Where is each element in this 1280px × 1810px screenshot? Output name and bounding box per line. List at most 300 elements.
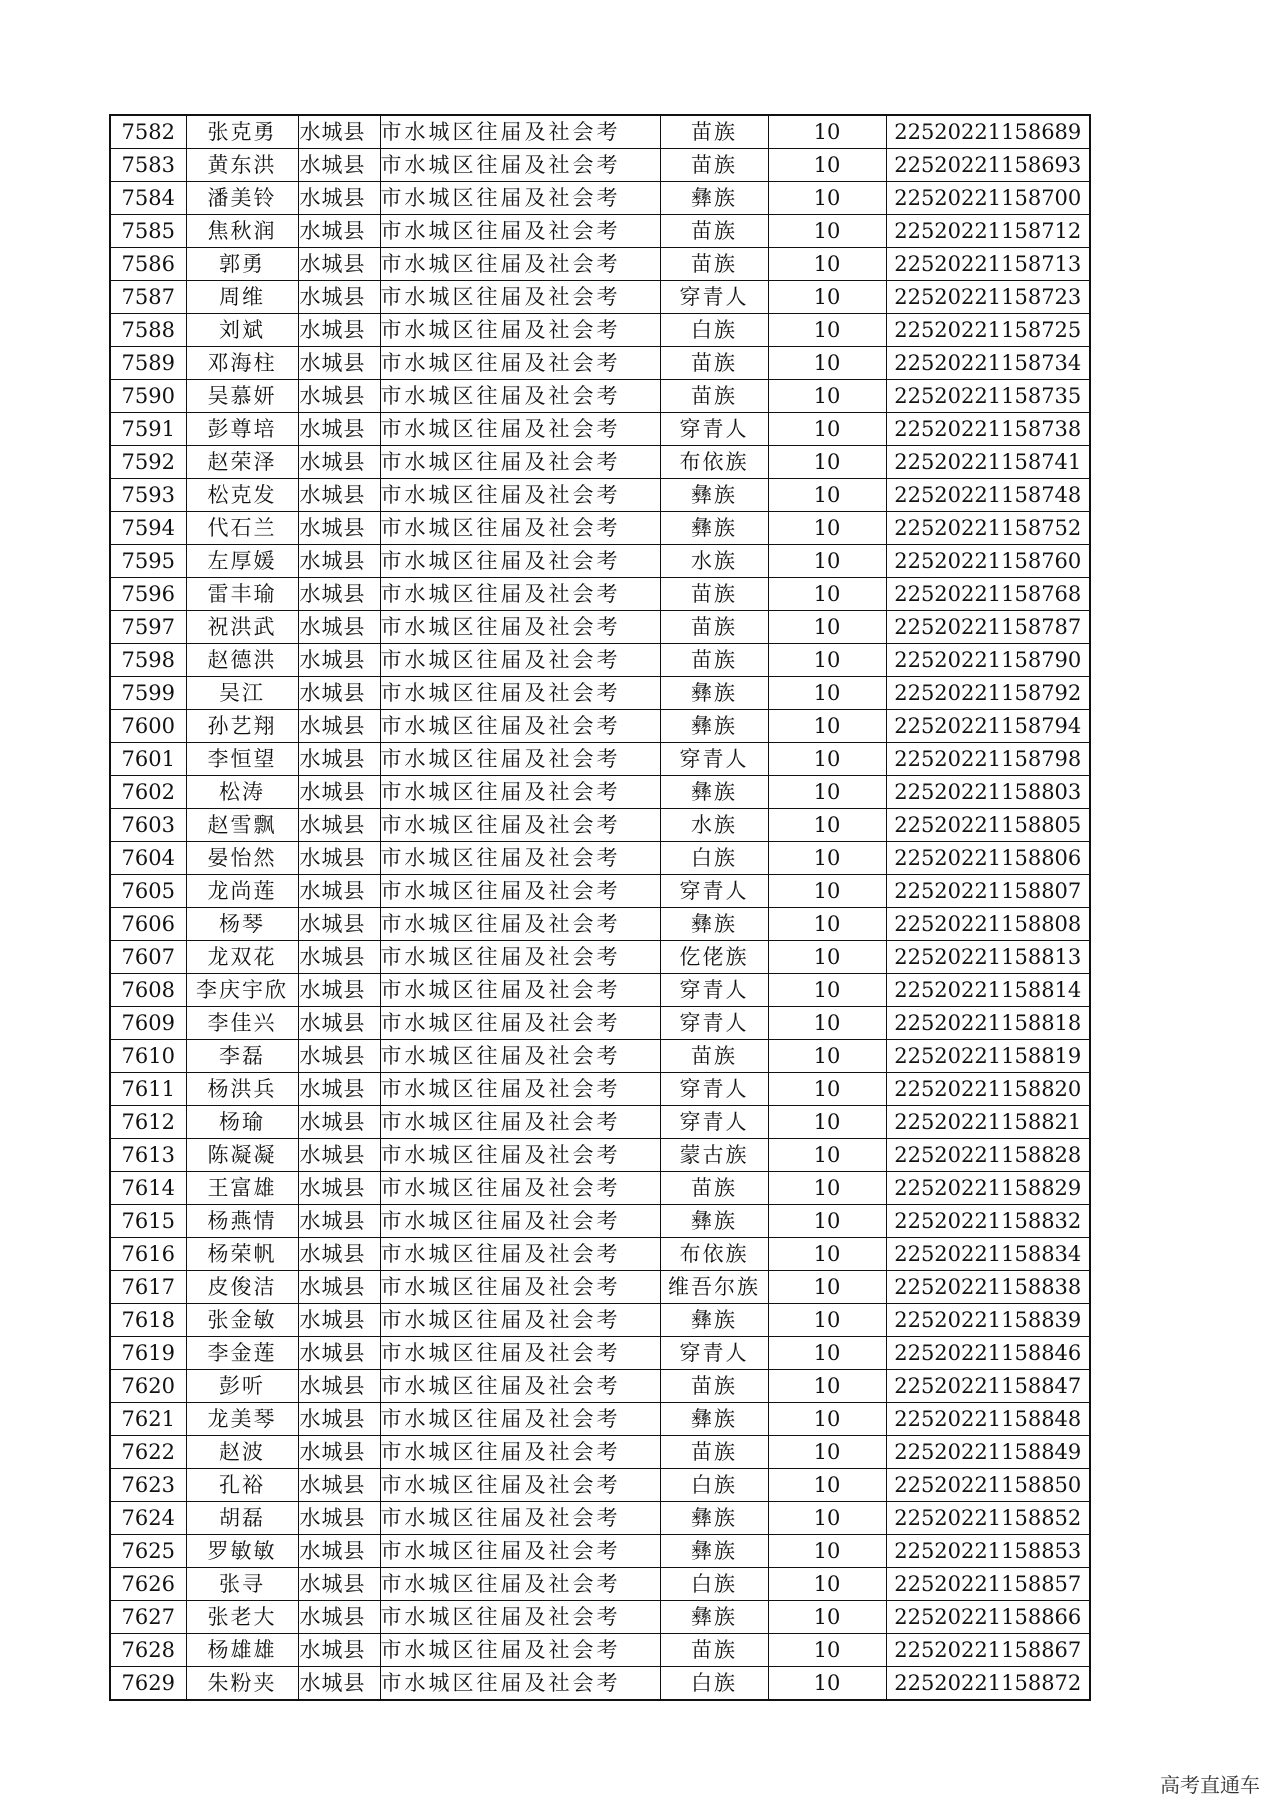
- cell-ethnicity: 穿青人: [660, 1073, 768, 1106]
- cell-score: 10: [768, 809, 886, 842]
- cell-score: 10: [768, 1304, 886, 1337]
- cell-county: 水城县: [298, 1337, 380, 1370]
- cell-exam-id: 22520221158866: [886, 1601, 1090, 1634]
- cell-exam-id: 22520221158723: [886, 281, 1090, 314]
- cell-school: 市水城区往届及社会考: [380, 1667, 660, 1701]
- cell-county: 水城县: [298, 1667, 380, 1701]
- cell-score: 10: [768, 1172, 886, 1205]
- cell-county: 水城县: [298, 710, 380, 743]
- cell-seq: 7598: [110, 644, 186, 677]
- cell-school: 市水城区往届及社会考: [380, 1073, 660, 1106]
- cell-name: 赵雪飘: [186, 809, 298, 842]
- cell-name: 张克勇: [186, 115, 298, 149]
- cell-exam-id: 22520221158821: [886, 1106, 1090, 1139]
- cell-score: 10: [768, 380, 886, 413]
- cell-county: 水城县: [298, 413, 380, 446]
- cell-seq: 7615: [110, 1205, 186, 1238]
- cell-exam-id: 22520221158807: [886, 875, 1090, 908]
- cell-name: 胡磊: [186, 1502, 298, 1535]
- cell-exam-id: 22520221158857: [886, 1568, 1090, 1601]
- cell-score: 10: [768, 1238, 886, 1271]
- cell-ethnicity: 苗族: [660, 215, 768, 248]
- cell-score: 10: [768, 1073, 886, 1106]
- cell-exam-id: 22520221158725: [886, 314, 1090, 347]
- table-row: [110, 1238, 1090, 1271]
- cell-score: 10: [768, 677, 886, 710]
- cell-school: 市水城区往届及社会考: [380, 710, 660, 743]
- table-row: [110, 743, 1090, 776]
- table-row: [110, 1634, 1090, 1667]
- cell-school: 市水城区往届及社会考: [380, 1535, 660, 1568]
- cell-exam-id: 22520221158818: [886, 1007, 1090, 1040]
- cell-name: 彭尊培: [186, 413, 298, 446]
- cell-county: 水城县: [298, 281, 380, 314]
- table-row: [110, 446, 1090, 479]
- cell-score: 10: [768, 1535, 886, 1568]
- cell-seq: 7592: [110, 446, 186, 479]
- cell-seq: 7620: [110, 1370, 186, 1403]
- cell-school: 市水城区往届及社会考: [380, 1436, 660, 1469]
- cell-county: 水城县: [298, 1634, 380, 1667]
- cell-ethnicity: 苗族: [660, 347, 768, 380]
- cell-name: 晏怡然: [186, 842, 298, 875]
- cell-county: 水城县: [298, 446, 380, 479]
- cell-county: 水城县: [298, 677, 380, 710]
- cell-name: 李金莲: [186, 1337, 298, 1370]
- cell-school: 市水城区往届及社会考: [380, 545, 660, 578]
- cell-score: 10: [768, 248, 886, 281]
- cell-seq: 7621: [110, 1403, 186, 1436]
- cell-score: 10: [768, 1502, 886, 1535]
- cell-county: 水城县: [298, 743, 380, 776]
- cell-name: 杨荣帆: [186, 1238, 298, 1271]
- table-row: [110, 1403, 1090, 1436]
- cell-school: 市水城区往届及社会考: [380, 182, 660, 215]
- table-row: [110, 1040, 1090, 1073]
- cell-ethnicity: 白族: [660, 1568, 768, 1601]
- cell-score: 10: [768, 446, 886, 479]
- cell-seq: 7597: [110, 611, 186, 644]
- cell-county: 水城县: [298, 1073, 380, 1106]
- cell-exam-id: 22520221158839: [886, 1304, 1090, 1337]
- cell-score: 10: [768, 1469, 886, 1502]
- cell-name: 皮俊洁: [186, 1271, 298, 1304]
- cell-county: 水城县: [298, 644, 380, 677]
- cell-score: 10: [768, 908, 886, 941]
- cell-exam-id: 22520221158813: [886, 941, 1090, 974]
- cell-score: 10: [768, 182, 886, 215]
- cell-score: 10: [768, 115, 886, 149]
- cell-exam-id: 22520221158760: [886, 545, 1090, 578]
- cell-score: 10: [768, 1007, 886, 1040]
- cell-school: 市水城区往届及社会考: [380, 776, 660, 809]
- cell-school: 市水城区往届及社会考: [380, 314, 660, 347]
- cell-score: 10: [768, 974, 886, 1007]
- cell-ethnicity: 白族: [660, 842, 768, 875]
- cell-exam-id: 22520221158819: [886, 1040, 1090, 1073]
- cell-name: 松克发: [186, 479, 298, 512]
- table-row: [110, 1436, 1090, 1469]
- cell-county: 水城县: [298, 1139, 380, 1172]
- cell-score: 10: [768, 1370, 886, 1403]
- cell-school: 市水城区往届及社会考: [380, 677, 660, 710]
- cell-name: 张老大: [186, 1601, 298, 1634]
- cell-school: 市水城区往届及社会考: [380, 512, 660, 545]
- cell-name: 杨燕情: [186, 1205, 298, 1238]
- cell-school: 市水城区往届及社会考: [380, 446, 660, 479]
- table-row: [110, 1271, 1090, 1304]
- cell-ethnicity: 水族: [660, 545, 768, 578]
- cell-exam-id: 22520221158852: [886, 1502, 1090, 1535]
- table-row: [110, 479, 1090, 512]
- cell-name: 赵德洪: [186, 644, 298, 677]
- cell-exam-id: 22520221158735: [886, 380, 1090, 413]
- table-row: [110, 875, 1090, 908]
- cell-seq: 7586: [110, 248, 186, 281]
- cell-school: 市水城区往届及社会考: [380, 1007, 660, 1040]
- cell-seq: 7628: [110, 1634, 186, 1667]
- table-row: [110, 677, 1090, 710]
- cell-seq: 7610: [110, 1040, 186, 1073]
- table-row: [110, 908, 1090, 941]
- cell-county: 水城县: [298, 545, 380, 578]
- cell-ethnicity: 彝族: [660, 677, 768, 710]
- cell-school: 市水城区往届及社会考: [380, 215, 660, 248]
- table-row: [110, 413, 1090, 446]
- table-row: [110, 1106, 1090, 1139]
- cell-seq: 7604: [110, 842, 186, 875]
- cell-name: 黄东洪: [186, 149, 298, 182]
- cell-score: 10: [768, 578, 886, 611]
- cell-seq: 7594: [110, 512, 186, 545]
- cell-ethnicity: 穿青人: [660, 743, 768, 776]
- cell-county: 水城县: [298, 1238, 380, 1271]
- cell-ethnicity: 维吾尔族: [660, 1271, 768, 1304]
- cell-school: 市水城区往届及社会考: [380, 347, 660, 380]
- cell-name: 雷丰瑜: [186, 578, 298, 611]
- cell-score: 10: [768, 1403, 886, 1436]
- cell-name: 张寻: [186, 1568, 298, 1601]
- cell-ethnicity: 彝族: [660, 182, 768, 215]
- cell-school: 市水城区往届及社会考: [380, 644, 660, 677]
- cell-ethnicity: 白族: [660, 1469, 768, 1502]
- cell-ethnicity: 白族: [660, 1667, 768, 1701]
- cell-seq: 7629: [110, 1667, 186, 1701]
- cell-exam-id: 22520221158805: [886, 809, 1090, 842]
- cell-county: 水城县: [298, 347, 380, 380]
- cell-exam-id: 22520221158700: [886, 182, 1090, 215]
- cell-ethnicity: 苗族: [660, 149, 768, 182]
- cell-score: 10: [768, 1634, 886, 1667]
- cell-seq: 7608: [110, 974, 186, 1007]
- cell-score: 10: [768, 743, 886, 776]
- table-row: [110, 1601, 1090, 1634]
- cell-seq: 7616: [110, 1238, 186, 1271]
- cell-school: 市水城区往届及社会考: [380, 1238, 660, 1271]
- cell-score: 10: [768, 644, 886, 677]
- cell-exam-id: 22520221158806: [886, 842, 1090, 875]
- cell-name: 赵荣泽: [186, 446, 298, 479]
- cell-county: 水城县: [298, 1370, 380, 1403]
- cell-ethnicity: 彝族: [660, 776, 768, 809]
- cell-ethnicity: 仡佬族: [660, 941, 768, 974]
- cell-ethnicity: 蒙古族: [660, 1139, 768, 1172]
- cell-seq: 7614: [110, 1172, 186, 1205]
- cell-county: 水城县: [298, 776, 380, 809]
- cell-school: 市水城区往届及社会考: [380, 908, 660, 941]
- table-row: [110, 842, 1090, 875]
- cell-name: 杨琴: [186, 908, 298, 941]
- table-row: [110, 149, 1090, 182]
- cell-score: 10: [768, 347, 886, 380]
- cell-name: 杨洪兵: [186, 1073, 298, 1106]
- table-row: [110, 578, 1090, 611]
- cell-name: 杨雄雄: [186, 1634, 298, 1667]
- cell-ethnicity: 布依族: [660, 1238, 768, 1271]
- cell-exam-id: 22520221158748: [886, 479, 1090, 512]
- cell-school: 市水城区往届及社会考: [380, 1634, 660, 1667]
- cell-name: 焦秋润: [186, 215, 298, 248]
- cell-seq: 7596: [110, 578, 186, 611]
- cell-exam-id: 22520221158741: [886, 446, 1090, 479]
- cell-seq: 7600: [110, 710, 186, 743]
- table-row: [110, 314, 1090, 347]
- cell-ethnicity: 彝族: [660, 1535, 768, 1568]
- cell-county: 水城县: [298, 1436, 380, 1469]
- cell-score: 10: [768, 1205, 886, 1238]
- cell-name: 龙美琴: [186, 1403, 298, 1436]
- cell-seq: 7589: [110, 347, 186, 380]
- cell-name: 李庆宇欣: [186, 974, 298, 1007]
- cell-score: 10: [768, 1667, 886, 1701]
- cell-school: 市水城区往届及社会考: [380, 1205, 660, 1238]
- cell-seq: 7627: [110, 1601, 186, 1634]
- cell-school: 市水城区往届及社会考: [380, 578, 660, 611]
- cell-exam-id: 22520221158847: [886, 1370, 1090, 1403]
- cell-score: 10: [768, 941, 886, 974]
- cell-school: 市水城区往届及社会考: [380, 941, 660, 974]
- table-row: [110, 1370, 1090, 1403]
- table-row: [110, 380, 1090, 413]
- cell-name: 孙艺翔: [186, 710, 298, 743]
- cell-name: 陈凝凝: [186, 1139, 298, 1172]
- cell-county: 水城县: [298, 1469, 380, 1502]
- cell-seq: 7599: [110, 677, 186, 710]
- cell-exam-id: 22520221158693: [886, 149, 1090, 182]
- cell-exam-id: 22520221158689: [886, 115, 1090, 149]
- cell-name: 松涛: [186, 776, 298, 809]
- cell-exam-id: 22520221158853: [886, 1535, 1090, 1568]
- cell-school: 市水城区往届及社会考: [380, 1370, 660, 1403]
- cell-school: 市水城区往届及社会考: [380, 743, 660, 776]
- cell-ethnicity: 苗族: [660, 1040, 768, 1073]
- table-row: [110, 1304, 1090, 1337]
- cell-ethnicity: 水族: [660, 809, 768, 842]
- candidate-list-table: [109, 114, 1091, 1701]
- cell-school: 市水城区往届及社会考: [380, 1040, 660, 1073]
- table-row: [110, 1535, 1090, 1568]
- cell-ethnicity: 彝族: [660, 908, 768, 941]
- cell-seq: 7588: [110, 314, 186, 347]
- table-row: [110, 1205, 1090, 1238]
- table-row: [110, 1502, 1090, 1535]
- cell-seq: 7602: [110, 776, 186, 809]
- cell-name: 李磊: [186, 1040, 298, 1073]
- cell-score: 10: [768, 1040, 886, 1073]
- cell-school: 市水城区往届及社会考: [380, 1106, 660, 1139]
- cell-county: 水城县: [298, 115, 380, 149]
- cell-county: 水城县: [298, 479, 380, 512]
- cell-ethnicity: 白族: [660, 314, 768, 347]
- cell-school: 市水城区往届及社会考: [380, 1172, 660, 1205]
- cell-seq: 7611: [110, 1073, 186, 1106]
- cell-exam-id: 22520221158752: [886, 512, 1090, 545]
- cell-seq: 7626: [110, 1568, 186, 1601]
- cell-exam-id: 22520221158867: [886, 1634, 1090, 1667]
- cell-county: 水城县: [298, 809, 380, 842]
- cell-ethnicity: 彝族: [660, 1304, 768, 1337]
- cell-exam-id: 22520221158798: [886, 743, 1090, 776]
- cell-seq: 7587: [110, 281, 186, 314]
- cell-ethnicity: 苗族: [660, 1370, 768, 1403]
- cell-score: 10: [768, 314, 886, 347]
- cell-school: 市水城区往届及社会考: [380, 974, 660, 1007]
- cell-seq: 7585: [110, 215, 186, 248]
- cell-county: 水城县: [298, 314, 380, 347]
- cell-county: 水城县: [298, 1205, 380, 1238]
- cell-name: 彭听: [186, 1370, 298, 1403]
- table-row: [110, 248, 1090, 281]
- cell-seq: 7606: [110, 908, 186, 941]
- cell-score: 10: [768, 776, 886, 809]
- cell-seq: 7617: [110, 1271, 186, 1304]
- cell-name: 赵波: [186, 1436, 298, 1469]
- cell-name: 邓海柱: [186, 347, 298, 380]
- cell-school: 市水城区往届及社会考: [380, 1403, 660, 1436]
- cell-county: 水城县: [298, 1535, 380, 1568]
- cell-score: 10: [768, 611, 886, 644]
- cell-ethnicity: 穿青人: [660, 281, 768, 314]
- cell-name: 朱粉夹: [186, 1667, 298, 1701]
- cell-name: 周维: [186, 281, 298, 314]
- cell-school: 市水城区往届及社会考: [380, 611, 660, 644]
- cell-seq: 7583: [110, 149, 186, 182]
- cell-exam-id: 22520221158850: [886, 1469, 1090, 1502]
- cell-ethnicity: 穿青人: [660, 974, 768, 1007]
- table-row: [110, 1172, 1090, 1205]
- cell-score: 10: [768, 149, 886, 182]
- cell-ethnicity: 彝族: [660, 479, 768, 512]
- cell-score: 10: [768, 875, 886, 908]
- cell-name: 龙尚莲: [186, 875, 298, 908]
- cell-county: 水城县: [298, 974, 380, 1007]
- cell-school: 市水城区往届及社会考: [380, 479, 660, 512]
- cell-school: 市水城区往届及社会考: [380, 1337, 660, 1370]
- cell-county: 水城县: [298, 512, 380, 545]
- cell-seq: 7582: [110, 115, 186, 149]
- cell-ethnicity: 彝族: [660, 1601, 768, 1634]
- cell-county: 水城县: [298, 248, 380, 281]
- table-row: [110, 1337, 1090, 1370]
- cell-exam-id: 22520221158832: [886, 1205, 1090, 1238]
- cell-score: 10: [768, 545, 886, 578]
- cell-ethnicity: 苗族: [660, 1436, 768, 1469]
- cell-exam-id: 22520221158814: [886, 974, 1090, 1007]
- cell-exam-id: 22520221158829: [886, 1172, 1090, 1205]
- cell-exam-id: 22520221158849: [886, 1436, 1090, 1469]
- cell-name: 左厚媛: [186, 545, 298, 578]
- cell-exam-id: 22520221158768: [886, 578, 1090, 611]
- watermark-text: 高考直通车: [1160, 1773, 1260, 1797]
- cell-ethnicity: 苗族: [660, 1172, 768, 1205]
- cell-exam-id: 22520221158792: [886, 677, 1090, 710]
- cell-school: 市水城区往届及社会考: [380, 809, 660, 842]
- cell-exam-id: 22520221158834: [886, 1238, 1090, 1271]
- table-row: [110, 215, 1090, 248]
- cell-county: 水城县: [298, 1568, 380, 1601]
- cell-exam-id: 22520221158790: [886, 644, 1090, 677]
- cell-county: 水城县: [298, 1040, 380, 1073]
- cell-school: 市水城区往届及社会考: [380, 281, 660, 314]
- cell-name: 李佳兴: [186, 1007, 298, 1040]
- cell-county: 水城县: [298, 215, 380, 248]
- cell-ethnicity: 穿青人: [660, 1106, 768, 1139]
- cell-ethnicity: 穿青人: [660, 413, 768, 446]
- cell-name: 张金敏: [186, 1304, 298, 1337]
- table-row: [110, 1139, 1090, 1172]
- cell-ethnicity: 彝族: [660, 1205, 768, 1238]
- cell-seq: 7601: [110, 743, 186, 776]
- cell-exam-id: 22520221158713: [886, 248, 1090, 281]
- cell-exam-id: 22520221158803: [886, 776, 1090, 809]
- cell-exam-id: 22520221158820: [886, 1073, 1090, 1106]
- cell-ethnicity: 彝族: [660, 710, 768, 743]
- cell-county: 水城县: [298, 908, 380, 941]
- cell-exam-id: 22520221158838: [886, 1271, 1090, 1304]
- cell-name: 祝洪武: [186, 611, 298, 644]
- cell-name: 李恒望: [186, 743, 298, 776]
- cell-school: 市水城区往届及社会考: [380, 1601, 660, 1634]
- cell-seq: 7612: [110, 1106, 186, 1139]
- cell-school: 市水城区往届及社会考: [380, 115, 660, 149]
- cell-exam-id: 22520221158872: [886, 1667, 1090, 1701]
- cell-score: 10: [768, 413, 886, 446]
- cell-school: 市水城区往届及社会考: [380, 380, 660, 413]
- cell-score: 10: [768, 215, 886, 248]
- cell-score: 10: [768, 512, 886, 545]
- cell-name: 吴江: [186, 677, 298, 710]
- cell-school: 市水城区往届及社会考: [380, 1568, 660, 1601]
- cell-county: 水城县: [298, 941, 380, 974]
- cell-county: 水城县: [298, 1502, 380, 1535]
- cell-ethnicity: 穿青人: [660, 1337, 768, 1370]
- cell-county: 水城县: [298, 182, 380, 215]
- cell-seq: 7623: [110, 1469, 186, 1502]
- cell-school: 市水城区往届及社会考: [380, 149, 660, 182]
- cell-county: 水城县: [298, 1304, 380, 1337]
- cell-exam-id: 22520221158828: [886, 1139, 1090, 1172]
- cell-name: 龙双花: [186, 941, 298, 974]
- cell-county: 水城县: [298, 1271, 380, 1304]
- cell-exam-id: 22520221158734: [886, 347, 1090, 380]
- cell-seq: 7593: [110, 479, 186, 512]
- cell-seq: 7609: [110, 1007, 186, 1040]
- cell-exam-id: 22520221158787: [886, 611, 1090, 644]
- cell-ethnicity: 苗族: [660, 611, 768, 644]
- cell-county: 水城县: [298, 149, 380, 182]
- table-row: [110, 115, 1090, 149]
- cell-score: 10: [768, 1139, 886, 1172]
